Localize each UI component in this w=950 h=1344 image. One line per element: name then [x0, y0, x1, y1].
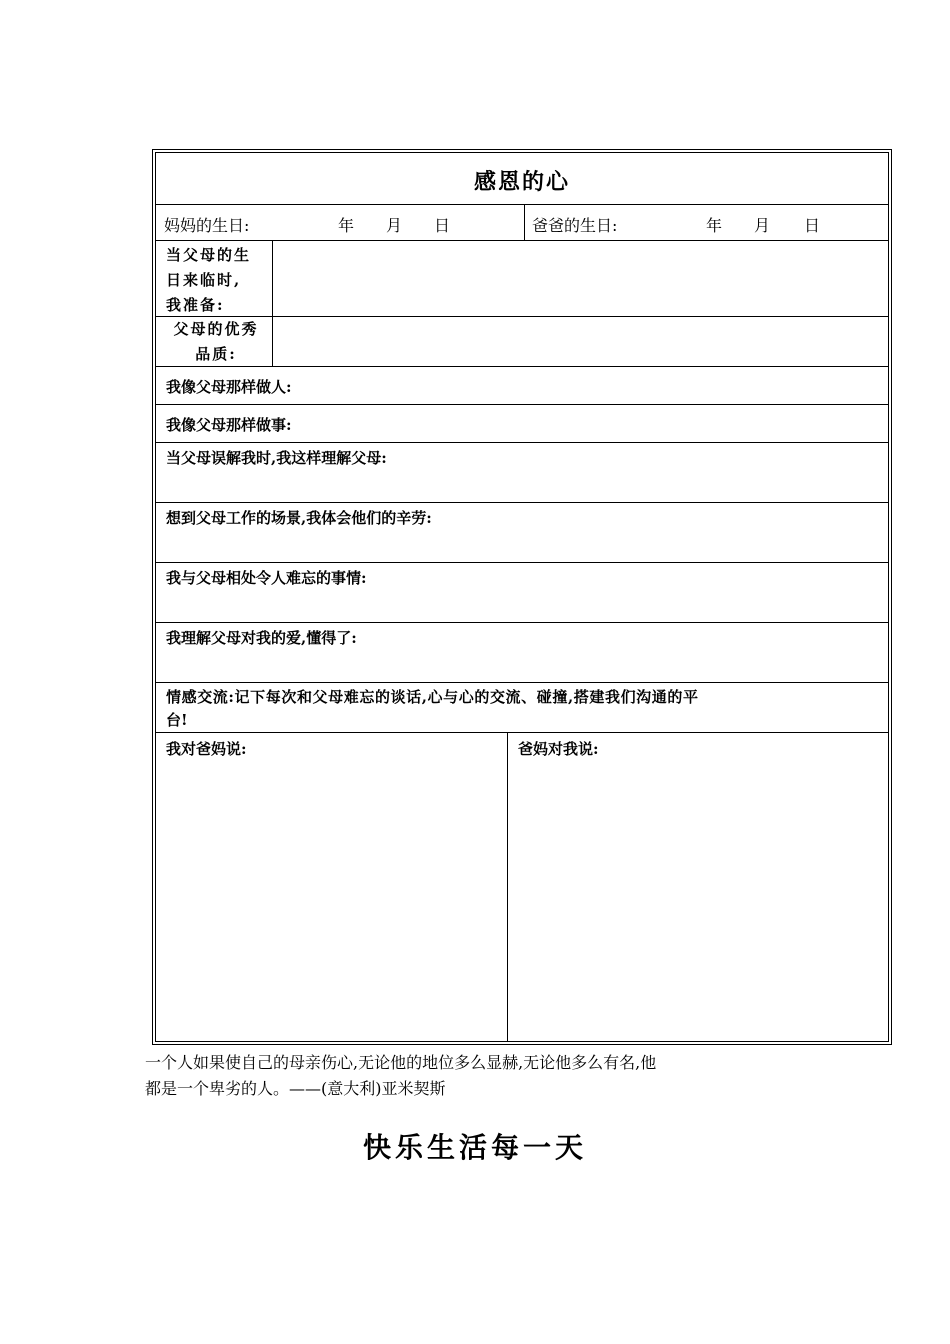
memorable-row [156, 563, 888, 623]
prepare-row [156, 241, 888, 317]
communication-row [156, 683, 888, 733]
dad-year: 年 [706, 216, 723, 235]
memorable-label: 我与父母相处令人难忘的事情: [166, 569, 367, 587]
misunderstand-label: 当父母误解我时,我这样理解父母: [166, 449, 387, 467]
from-parents-label: 爸妈对我说: [518, 740, 599, 758]
like-person-label: 我像父母那样做人: [166, 378, 292, 396]
understand-love-label: 我理解父母对我的爱,懂得了: [166, 629, 357, 647]
work-scene-row [156, 503, 888, 563]
gratitude-form [152, 149, 892, 1045]
prepare-label-line: 日来临时, [166, 271, 242, 289]
quote-line: 都是一个卑劣的人。——(意大利)亚米契斯 [145, 1079, 446, 1098]
prepare-label-line: 当父母的生 [166, 246, 252, 264]
understand-love-row [156, 623, 888, 683]
qualities-label-line: 父母的优秀 [173, 320, 259, 338]
birthday-divider [524, 205, 525, 240]
quote-line: 一个人如果使自己的母亲伤心,无论他的地位多么显赫,无论他多么有名,他 [145, 1053, 657, 1072]
work-scene-label: 想到父母工作的场景,我体会他们的辛劳: [166, 509, 432, 527]
form-inner-border [155, 152, 889, 1042]
title-row [156, 153, 888, 205]
mom-day: 日 [434, 216, 451, 235]
birthday-row [156, 205, 888, 241]
prepare-label [166, 243, 266, 318]
dialogue-row [156, 733, 888, 1041]
prepare-divider [272, 241, 273, 316]
qualities-label-line: 品质: [195, 345, 237, 363]
form-title: 感恩的心 [473, 169, 570, 195]
dialogue-divider [507, 733, 508, 1041]
like-work-row [156, 405, 888, 443]
dad-day: 日 [804, 216, 821, 235]
mom-year: 年 [338, 216, 355, 235]
communication-line: 情感交流:记下每次和父母难忘的谈话,心与心的交流、碰撞,搭建我们沟通的平 [166, 688, 699, 706]
like-person-row [156, 367, 888, 405]
dad-month: 月 [754, 216, 771, 235]
prepare-label-line: 我准备: [166, 296, 225, 314]
mom-month: 月 [386, 216, 403, 235]
qualities-label [166, 317, 266, 367]
communication-label [166, 686, 884, 732]
dad-birthday-label: 爸爸的生日: [532, 216, 618, 235]
communication-line: 台! [166, 711, 188, 729]
footer-title: 快乐生活每一天 [362, 1131, 587, 1164]
qualities-divider [272, 317, 273, 366]
to-parents-label: 我对爸妈说: [166, 740, 247, 758]
mom-birthday-label: 妈妈的生日: [164, 216, 250, 235]
like-work-label: 我像父母那样做事: [166, 416, 292, 434]
misunderstand-row [156, 443, 888, 503]
qualities-row [156, 317, 888, 367]
